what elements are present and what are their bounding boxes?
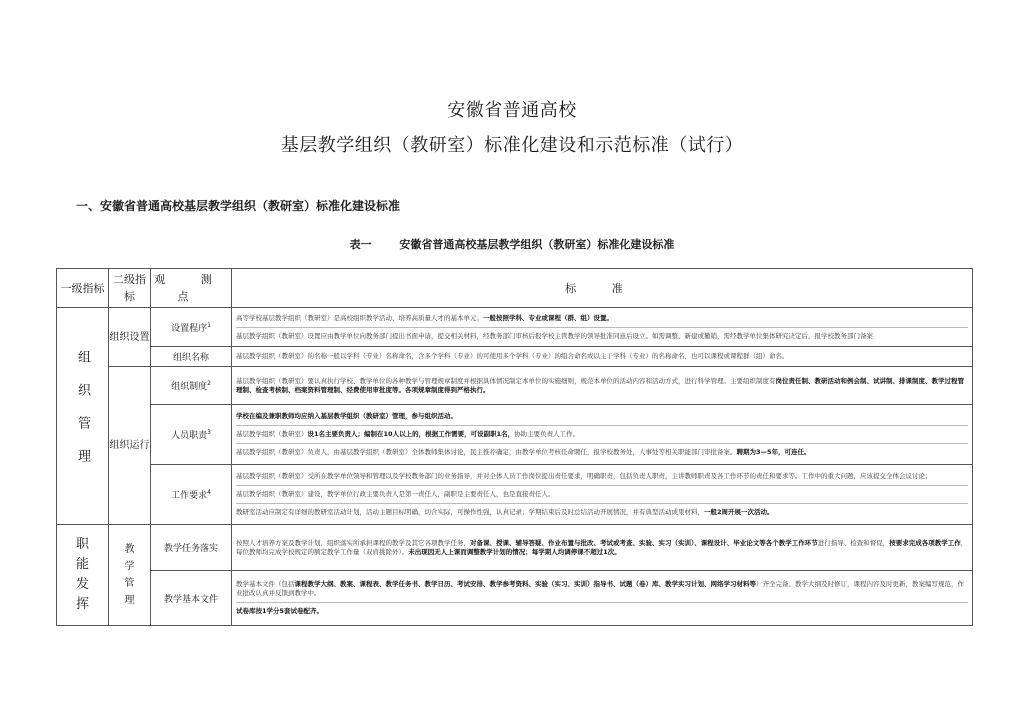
- std-teaching-docs: 教学基本文件（包括课程教学大纲、教案、课程表、教学任务书、教学日历、考试安排、教学参考资料、实验（实习、实训）指导书、试题（卷）库、教学实习计划、网络学习材料等）齐全完备、教学大纲及时修订，课程内容及时更新，教案编写规范，作业批改认真并反馈到教学中。 试卷库按1学分5套试卷配齐。: [232, 571, 973, 626]
- table-number: 表一: [349, 238, 372, 251]
- document-subtitle: 基层教学组织（教研室）标准化建设和示范标准（试行）: [280, 135, 744, 156]
- std-staff-duties: 学校在编及兼职教师均应纳入基层教学组织（教研室）管理，参与组织活动。 基层教学组织（教研室）设1名主要负责人；编制在10人以上的，根据工作需要，可设副职1名，协助主要负责人工作。 基层教学组织（教研室）负责人，由基层教学组织（教研室）全体教师集体讨论，民主推荐确定，由教学单位考核任命聘任，报学校教务处，人事处等相关职能部门审批备案。聘期为3—5年，可连任。: [232, 405, 973, 465]
- table-row: [57, 405, 973, 465]
- table-row: [57, 525, 973, 571]
- table-row: [57, 465, 973, 525]
- table-row: [57, 347, 973, 367]
- obs-work-requirements: 工作要求$^4$: [151, 465, 232, 525]
- level2-teaching-management: 教学管理: [109, 525, 151, 626]
- std-teaching-tasks: 按照人才培养方案及教学计划，组织落实所承担课程的教学及其它各项教学任务，对备课、授课、辅导答疑、作业布置与批改、考试或考查、实验、实习（实训）、课程设计、毕业论文等各个教学工作环节进行指导、检查和督促，按要求完成各项教学工作，每位教师均完成学校规定的额定教学工作量（双肩挑除外）。未出现因无人上课而调整教学计划的情况；每学期人均调停课不超过1次。: [232, 525, 973, 571]
- level1-function: 职能发挥: [57, 525, 109, 626]
- header-standard: 标 准: [232, 269, 973, 308]
- header-level2: 二级指标: [109, 269, 151, 308]
- level2-org-setup: 组织设置: [109, 308, 151, 367]
- header-observation: 观 测 点: [151, 269, 232, 308]
- level2-org-operation: 组织运行: [109, 367, 151, 525]
- document-title: 安徽省普通高校: [447, 100, 577, 121]
- obs-teaching-docs: 教学基本文件: [151, 571, 232, 626]
- table-header-row: [57, 269, 973, 308]
- standards-table: [56, 268, 973, 626]
- level1-org-management: 组织管理: [57, 308, 109, 525]
- obs-teaching-tasks: 教学任务落实: [151, 525, 232, 571]
- obs-staff-duties: 人员职责$^3$: [151, 405, 232, 465]
- obs-setup-procedure: 设置程序$^1$: [151, 308, 232, 347]
- std-work-requirements: 基层教学组织（教研室）受所在教学单位领导和管理以及学校教务部门的业务指导，并对全体人员工作岗位提出责任要求，明确职责，包括负责人职责，主讲教师职责及各工作环节的责任和要求等。工作中的重大问题，应该提交全体会议讨论； 基层教学组织（教研室）建设，教学单位行政主要负责人是第一责任人，副职是主要责任人，也是直接责任人。 教研室活动应制定有详细的教研室活动计划，活动主题目标明确，切合实际，可操作性强，认真记录；学期结束后及时总结活动开展情况，并有典型活动成果材料，一般2周开展一次活动。: [232, 465, 973, 525]
- obs-org-name: 组织名称: [151, 347, 232, 367]
- std-org-name: 基层教学组织（教研室）的名称一般以学科（专业）名称命名，含多个学科（专业）的可使用多个学科（专业）的组合命名或以主干学科（专业）的名称命名，也可以课程或课程群（组）命名。: [232, 347, 973, 367]
- table-caption-text: 安徽省普通高校基层教学组织（教研室）标准化建设标准: [399, 238, 675, 251]
- table-row: [57, 367, 973, 405]
- table-row: [57, 308, 973, 347]
- header-level1: 一级指标: [57, 269, 109, 308]
- obs-org-system: 组织制度$^2$: [151, 367, 232, 405]
- std-org-system: 基层教学组织（教研室）要认真执行学校、教学单位的各种教学与管理规章制度并根据具体情况制定本单位的实施细则，规范本单位的活动内容和活动方式，进行科学管理。主要组织制度有岗位责任制、教研活动和例会制、试讲制、排课制度、教学过程管理制、检查考核制、档案资料管理制、经费使用审批度等。各项规章制度得到严格执行。: [232, 367, 973, 405]
- section-heading: 一、安徽省普通高校基层教学组织（教研室）标准化建设标准: [76, 199, 401, 213]
- table-caption: [0, 236, 1024, 252]
- std-setup-procedure: 高等学校基层教学组织（教研室）是高校组织教学活动、培养高质量人才的基本单元；一般按照学科、专业或课程（群、组）设置。 基层教学组织（教研室）设置应由教学单位向教务部门提出书面申请，提交相关材料，经教务部门审核后报学校主管教学的领导批准同意后设立。如需调整、新建或撤销，需经教学单位集体研究决定后，报学校教务部门备案: [232, 308, 973, 347]
- table-row: [57, 571, 973, 626]
